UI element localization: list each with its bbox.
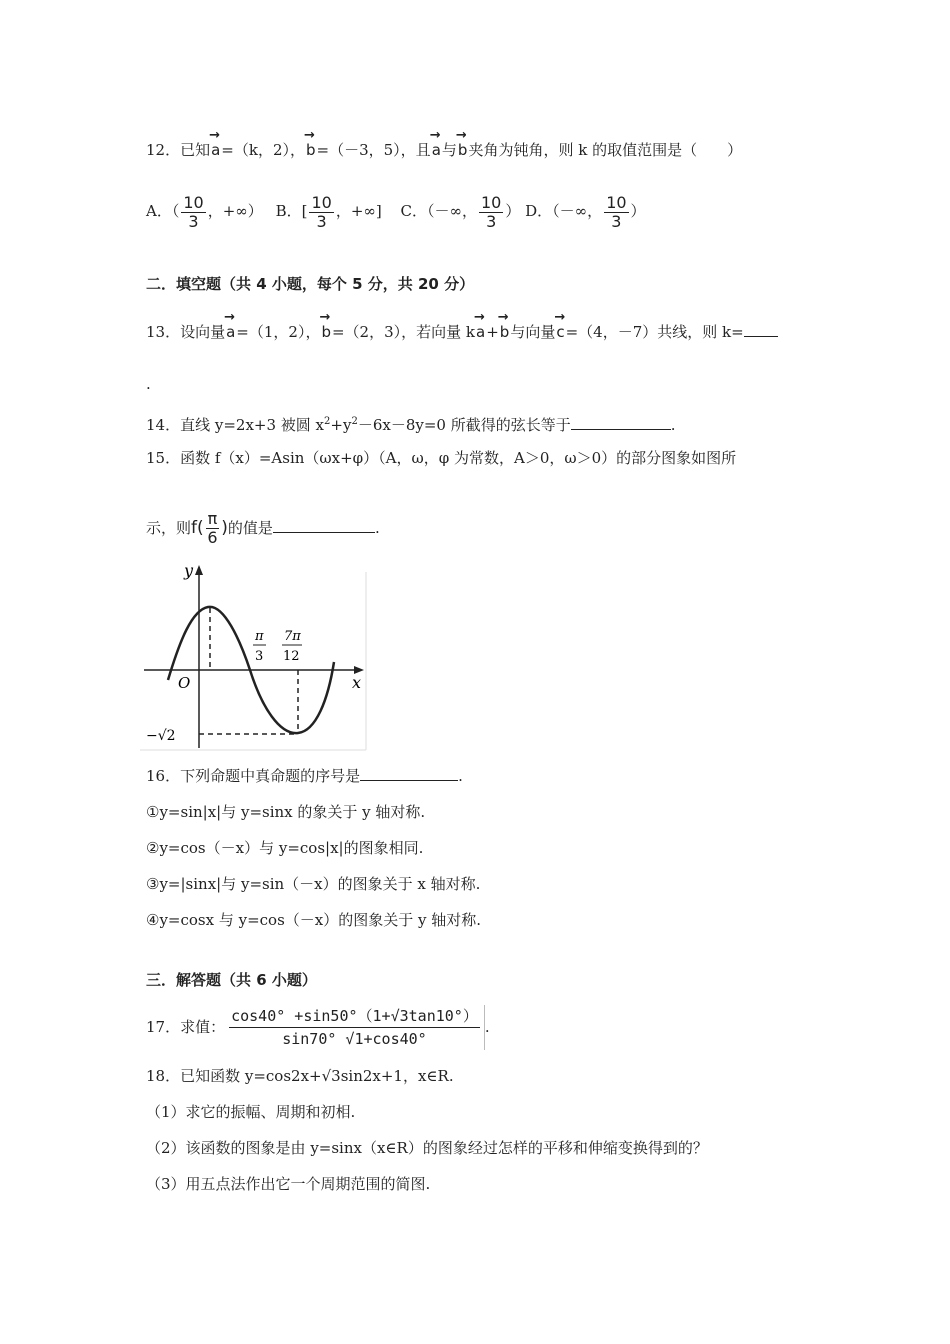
graph-background	[140, 560, 368, 752]
sine-graph	[140, 560, 368, 752]
question-13	[146, 322, 778, 342]
question-14	[146, 412, 676, 435]
q16-title: 16．下列命题中真命题的序号是	[146, 767, 361, 785]
tick-7pi-12-num: 7π	[284, 629, 301, 644]
q17-end: .	[484, 1018, 490, 1036]
q12-eq1: =（k，2），	[221, 141, 305, 159]
min-value-label: −√2	[146, 728, 176, 744]
q14-end: .	[670, 416, 676, 434]
q16-item-3: ③y=|sinx|与 y=sin（－x）的图象关于 x 轴对称.	[146, 875, 481, 893]
q13-trailing-dot: .	[146, 375, 151, 393]
q14-post: －6x－8y=0 所截得的弦长等于	[357, 416, 571, 434]
question-15-line2	[146, 506, 380, 550]
q13-plus: +	[486, 323, 499, 341]
x-axis-label: x	[352, 673, 362, 692]
vector-a: → a	[210, 140, 221, 160]
q12-text-pre: 12．已知	[146, 141, 211, 159]
question-12-options	[146, 190, 646, 232]
q12-post: 夹角为钝角，则 k 的取值范围是（ ）	[468, 141, 743, 159]
tick-pi-3-den: 3	[255, 649, 264, 664]
q13-eq3: =（4，－7）共线，则 k=	[565, 323, 744, 341]
answer-blank	[273, 518, 375, 533]
y-axis-label: y	[184, 561, 194, 580]
q17-fraction	[225, 1005, 485, 1050]
q17-numerator: cos40° +sin50°（1+√3tan10°）	[229, 1005, 480, 1028]
answer-blank	[744, 322, 778, 337]
vector-b: → b	[320, 322, 332, 342]
option-b: B．[ $\frac{10}{3}$ ，+∞]	[275, 192, 382, 231]
vector-a: → a	[431, 140, 442, 160]
option-d: D．（－∞， $\frac{10}{3}$ ）	[525, 192, 646, 231]
q16-item-2: ②y=cos（－x）与 y=cos|x|的图象相同.	[146, 839, 424, 857]
q14-sup2: 2	[351, 416, 358, 427]
q16-item-4: ④y=cosx 与 y=cos（－x）的图象关于 y 轴对称.	[146, 911, 482, 929]
section-3-heading: 三．解答题（共 6 小题）	[146, 971, 317, 989]
option-a: A．（ $\frac{10}{3}$ ，+∞）	[146, 192, 263, 231]
question-17	[146, 1002, 490, 1051]
question-16	[146, 766, 463, 786]
q18-item-3: （3）用五点法作出它一个周期范围的简图.	[146, 1175, 431, 1193]
q14-sup1: 2	[324, 416, 331, 427]
option-c: C．（－∞， $\frac{10}{3}$ ）	[400, 192, 521, 231]
q13-eq1: =（1，2），	[236, 323, 321, 341]
q18-item-2: （2）该函数的图象是由 y=sinx（x∈R）的图象经过怎样的平移和伸缩变换得到的？	[146, 1139, 708, 1157]
q15-post: 的值是	[227, 519, 273, 537]
answer-blank	[360, 766, 458, 781]
question-15-line1: 15．函数 f（x）=Asin（ωx+φ）（A，ω，φ 为常数，A＞0，ω＞0）的部分图象如图所	[146, 449, 737, 467]
q14-pre: 14．直线 y=2x+3 被圆 x	[146, 416, 325, 434]
q16-item-1: ①y=sin|x|与 y=sinx 的象关于 y 轴对称.	[146, 803, 426, 821]
tick-7pi-12-den: 12	[283, 649, 300, 664]
q13-pre: 13．设向量	[146, 323, 226, 341]
fraction: $\frac{10}{3}$	[481, 192, 502, 231]
q17-denominator: sin70° √1+cos40°	[282, 1029, 427, 1048]
vector-a: → a	[475, 322, 486, 342]
q15-pre: 示，则	[146, 519, 192, 537]
vector-a: → a	[225, 322, 236, 342]
tick-pi-3-num: π	[255, 629, 264, 644]
origin-label: O	[178, 674, 191, 692]
fraction: $\frac{10}{3}$	[183, 192, 204, 231]
q13-mid: 与向量	[510, 323, 556, 341]
fraction: $\frac{10}{3}$	[606, 192, 627, 231]
fraction: $\frac{10}{3}$	[311, 192, 332, 231]
answer-blank	[571, 415, 671, 430]
q13-eq2: =（2，3），若向量 k	[331, 323, 475, 341]
f-pi-over-6: f( $\frac{\pi}{6}$ )	[191, 508, 228, 547]
q15-end: .	[374, 519, 380, 537]
q18-item-1: （1）求它的振幅、周期和初相.	[146, 1103, 356, 1121]
vector-b: → b	[305, 140, 317, 160]
question-12	[146, 140, 742, 160]
q12-mid: 与	[441, 141, 457, 159]
vector-b: → b	[457, 140, 469, 160]
vector-b: → b	[499, 322, 511, 342]
q14-mid: +y	[330, 416, 352, 434]
q12-eq2: =（－3，5），且	[316, 141, 431, 159]
q17-pre: 17．求值：	[146, 1018, 226, 1036]
q16-end: .	[458, 767, 463, 785]
question-18: 18．已知函数 y=cos2x+√3sin2x+1，x∈R.	[146, 1067, 454, 1085]
section-2-heading: 二．填空题（共 4 小题，每个 5 分，共 20 分）	[146, 275, 475, 293]
vector-c: → c	[555, 322, 565, 342]
